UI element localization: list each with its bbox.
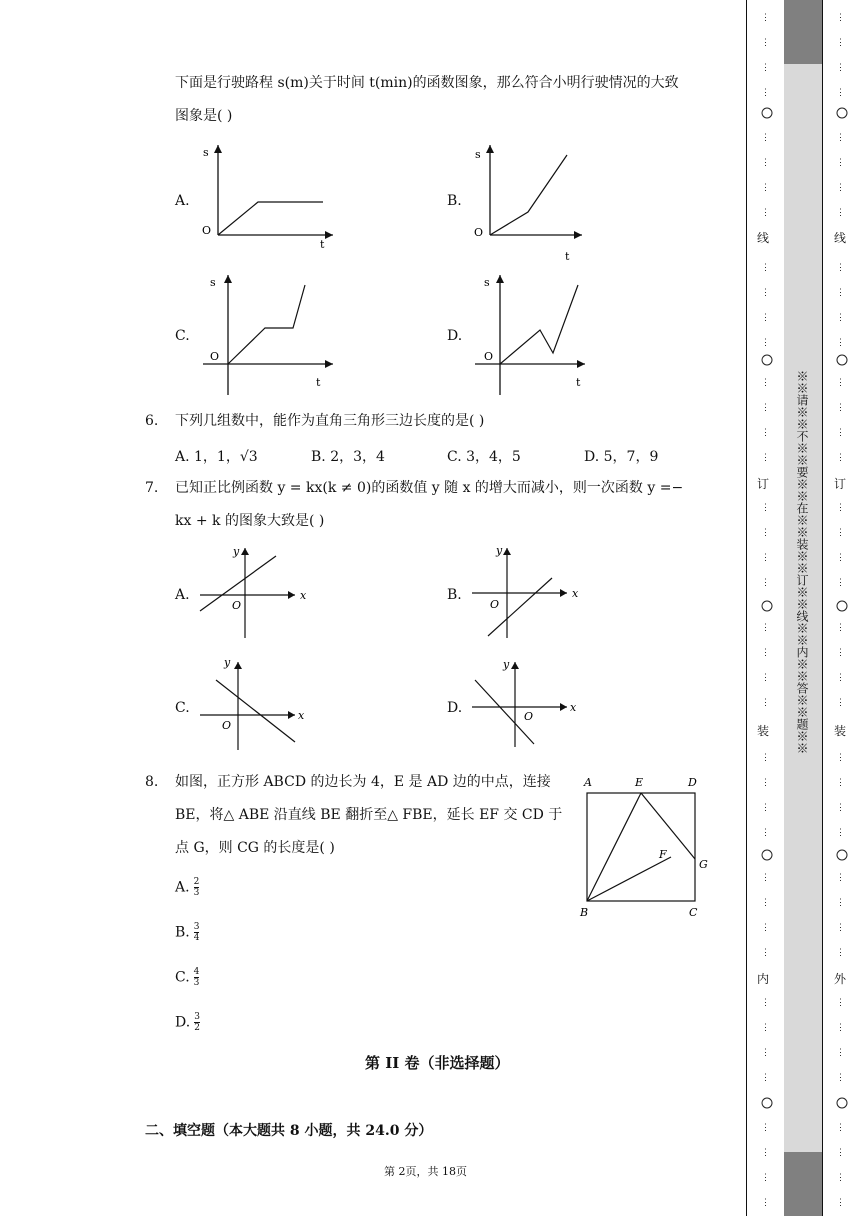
- svg-text:⋮: ⋮: [761, 553, 770, 563]
- denominator: 3: [193, 888, 200, 898]
- q7-option-c-label: C.: [175, 700, 190, 716]
- q8-option-c-label: C.: [175, 969, 190, 986]
- svg-text:⋮: ⋮: [761, 1048, 770, 1058]
- svg-text:⋮: ⋮: [761, 1198, 770, 1208]
- svg-text:⋮: ⋮: [836, 528, 845, 538]
- q5-graph-a: [198, 140, 348, 250]
- svg-text:⋮: ⋮: [761, 528, 770, 538]
- origin-label: O: [202, 224, 212, 237]
- point-a-label: A: [584, 776, 592, 789]
- svg-text:⋮: ⋮: [761, 828, 770, 838]
- svg-text:⋮: ⋮: [836, 898, 845, 908]
- svg-text:⋮: ⋮: [761, 503, 770, 513]
- strip-bottom-block: [784, 1152, 822, 1216]
- svg-text:⋮: ⋮: [836, 453, 845, 463]
- q7-stem-line2: kx + k 的图象大致是( ): [175, 513, 325, 529]
- q8-stem-line2: BE，将△ ABE 沿直线 BE 翻折至△ FBE，延长 EF 交 CD 于: [175, 807, 563, 823]
- inner-label-nei: 内: [757, 972, 770, 986]
- q5-graph-c: [198, 270, 348, 395]
- section-title: 第 II 卷（非选择题）: [365, 1054, 510, 1072]
- point-c-label: C: [689, 906, 698, 919]
- q8-number: 8.: [145, 774, 159, 790]
- axis-t-label: t: [565, 250, 570, 263]
- svg-text:⋮: ⋮: [836, 1048, 845, 1058]
- axis-s-label: s: [210, 276, 216, 289]
- strip-top-block: [784, 0, 822, 64]
- svg-text:⋮: ⋮: [836, 133, 845, 143]
- q8-stem-line3: 点 G，则 CG 的长度是( ): [175, 840, 335, 856]
- q8-option-b-fraction: [194, 922, 200, 943]
- origin-label: O: [490, 598, 500, 611]
- svg-text:⋮: ⋮: [836, 313, 845, 323]
- svg-text:⋮: ⋮: [836, 778, 845, 788]
- svg-text:⋮: ⋮: [836, 1198, 845, 1208]
- denominator: 2: [194, 1023, 200, 1033]
- svg-text:⋮: ⋮: [836, 923, 845, 933]
- q8-option-b: [175, 922, 199, 943]
- svg-text:⋮: ⋮: [761, 183, 770, 193]
- numerator: 4: [193, 967, 200, 977]
- q6-option-d: D. 5，7，9: [584, 449, 659, 465]
- svg-text:⋮: ⋮: [836, 998, 845, 1008]
- denominator: 3: [193, 978, 200, 988]
- svg-text:⋮: ⋮: [761, 403, 770, 413]
- q7-option-a-label: A.: [175, 587, 190, 603]
- q8-option-d-label: D.: [175, 1014, 191, 1031]
- q8-option-d-fraction: [194, 1012, 200, 1033]
- inner-binding-margin: [746, 0, 786, 1216]
- axis-y-label: y: [224, 656, 231, 669]
- origin-label: O: [222, 719, 232, 732]
- svg-text:⋮: ⋮: [836, 623, 845, 633]
- q8-option-a-label: A.: [175, 879, 190, 896]
- point-b-label: B: [580, 906, 589, 919]
- svg-text:⋮: ⋮: [761, 158, 770, 168]
- outer-binding-margin: [822, 0, 860, 1216]
- q5-option-c-label: C.: [175, 328, 190, 344]
- svg-text:⋮: ⋮: [836, 828, 845, 838]
- svg-text:⋮: ⋮: [836, 183, 845, 193]
- outer-margin-decor: [823, 0, 860, 1216]
- svg-text:⋮: ⋮: [761, 803, 770, 813]
- svg-text:⋮: ⋮: [761, 948, 770, 958]
- page-footer: 第 2页，共 18页: [384, 1165, 467, 1178]
- q6-option-a: A. 1，1，√3: [175, 449, 258, 465]
- svg-text:⋮: ⋮: [836, 948, 845, 958]
- q7-graph-d: [470, 652, 585, 752]
- svg-text:⋮: ⋮: [761, 13, 770, 23]
- outer-label-wai: 外: [834, 972, 847, 986]
- svg-text:⋮: ⋮: [836, 38, 845, 48]
- svg-text:⋮: ⋮: [836, 1073, 845, 1083]
- axis-x-label: x: [298, 709, 305, 722]
- svg-text:⋮: ⋮: [836, 403, 845, 413]
- axis-x-label: x: [572, 587, 579, 600]
- svg-text:⋮: ⋮: [761, 1073, 770, 1083]
- svg-text:⋮: ⋮: [836, 263, 845, 273]
- svg-text:⋮: ⋮: [836, 1148, 845, 1158]
- section2-heading: 二、填空题（本大题共 8 小题，共 24.0 分）: [145, 1123, 433, 1139]
- svg-text:⋮: ⋮: [836, 428, 845, 438]
- q7-option-d-label: D.: [447, 700, 463, 716]
- point-g-label: G: [699, 858, 708, 871]
- svg-text:⋮: ⋮: [761, 1023, 770, 1033]
- svg-text:⋮: ⋮: [761, 133, 770, 143]
- q5-option-a-label: A.: [175, 193, 190, 209]
- q6-stem: 下列几组数中，能作为直角三角形三边长度的是( ): [175, 413, 485, 429]
- q8-option-a-fraction: [194, 877, 200, 898]
- origin-label: O: [484, 350, 494, 363]
- q8-stem-line1: 如图，正方形 ABCD 的边长为 4，E 是 AD 边的中点，连接: [175, 774, 551, 790]
- axis-x-label: x: [300, 589, 307, 602]
- warning-strip: [784, 0, 822, 1216]
- q8-option-b-label: B.: [175, 924, 190, 941]
- axis-s-label: s: [484, 276, 490, 289]
- svg-text:⋮: ⋮: [761, 698, 770, 708]
- svg-text:⋮: ⋮: [761, 1148, 770, 1158]
- svg-text:⋮: ⋮: [761, 1123, 770, 1133]
- axis-y-label: y: [496, 544, 503, 557]
- svg-text:⋮: ⋮: [836, 158, 845, 168]
- q5-stem-line1: 下面是行驶路程 s(m)关于时间 t(min)的函数图象，那么符合小明行驶情况的大致: [175, 75, 679, 91]
- outer-label-ding: 订: [834, 477, 847, 491]
- svg-text:⋮: ⋮: [761, 63, 770, 73]
- svg-text:⋮: ⋮: [761, 263, 770, 273]
- svg-text:⋮: ⋮: [761, 1173, 770, 1183]
- q5-graph-d: [470, 270, 600, 395]
- svg-text:⋮: ⋮: [761, 898, 770, 908]
- origin-label: O: [524, 710, 534, 723]
- svg-text:⋮: ⋮: [761, 873, 770, 883]
- inner-label-ding: 订: [757, 477, 770, 491]
- svg-text:⋮: ⋮: [836, 63, 845, 73]
- axis-x-label: x: [570, 701, 577, 714]
- q5-graph-b: [470, 140, 590, 265]
- axis-t-label: t: [316, 376, 321, 389]
- svg-text:⋮: ⋮: [836, 1023, 845, 1033]
- svg-text:⋮: ⋮: [761, 998, 770, 1008]
- svg-text:⋮: ⋮: [761, 923, 770, 933]
- warning-text: ※※请※※不※※要※※在※※装※※订※※线※※内※※答※※题※※: [795, 370, 809, 754]
- axis-t-label: t: [576, 376, 581, 389]
- q5-option-d-label: D.: [447, 328, 463, 344]
- q8-option-a: [175, 877, 199, 898]
- svg-text:⋮: ⋮: [836, 553, 845, 563]
- svg-text:⋮: ⋮: [836, 578, 845, 588]
- point-f-label: F: [659, 848, 667, 861]
- q7-graph-a: [198, 540, 313, 640]
- q8-option-c-fraction: [194, 967, 200, 988]
- svg-text:⋮: ⋮: [761, 648, 770, 658]
- svg-text:⋮: ⋮: [761, 578, 770, 588]
- svg-text:⋮: ⋮: [761, 38, 770, 48]
- svg-text:⋮: ⋮: [761, 338, 770, 348]
- svg-text:⋮: ⋮: [761, 428, 770, 438]
- svg-text:⋮: ⋮: [761, 378, 770, 388]
- svg-text:⋮: ⋮: [836, 378, 845, 388]
- svg-text:⋮: ⋮: [761, 753, 770, 763]
- numerator: 3: [193, 922, 200, 932]
- denominator: 4: [193, 933, 200, 943]
- q7-stem-line1: 已知正比例函数 y = kx(k ≠ 0)的函数值 y 随 x 的增大而减小，则一次函数 y =−: [175, 480, 684, 496]
- axis-s-label: s: [203, 146, 209, 159]
- axis-y-label: y: [503, 658, 510, 671]
- svg-text:⋮: ⋮: [761, 778, 770, 788]
- svg-text:⋮: ⋮: [836, 88, 845, 98]
- q8-option-d: [175, 1012, 200, 1033]
- point-e-label: E: [635, 776, 644, 789]
- numerator: 3: [194, 1012, 200, 1022]
- svg-text:⋮: ⋮: [761, 623, 770, 633]
- svg-text:⋮: ⋮: [836, 288, 845, 298]
- inner-label-zhuang: 装: [757, 724, 770, 738]
- svg-text:⋮: ⋮: [761, 313, 770, 323]
- q7-number: 7.: [145, 480, 159, 496]
- q6-option-c: C. 3，4，5: [447, 449, 521, 465]
- svg-text:⋮: ⋮: [836, 338, 845, 348]
- q8-option-c: [175, 967, 199, 988]
- axis-t-label: t: [320, 238, 325, 250]
- svg-text:⋮: ⋮: [761, 453, 770, 463]
- svg-text:⋮: ⋮: [836, 1123, 845, 1133]
- svg-text:⋮: ⋮: [836, 208, 845, 218]
- inner-label-xian: 线: [757, 231, 770, 245]
- point-d-label: D: [688, 776, 697, 789]
- svg-text:⋮: ⋮: [761, 208, 770, 218]
- q7-graph-b: [470, 540, 585, 640]
- svg-text:⋮: ⋮: [836, 753, 845, 763]
- svg-text:⋮: ⋮: [836, 698, 845, 708]
- q6-option-b: B. 2，3，4: [311, 449, 385, 465]
- svg-text:⋮: ⋮: [836, 673, 845, 683]
- axis-y-label: y: [233, 545, 240, 558]
- svg-text:⋮: ⋮: [761, 288, 770, 298]
- q5-option-b-label: B.: [447, 193, 462, 209]
- q7-graph-c: [198, 652, 313, 752]
- origin-label: O: [210, 350, 220, 363]
- svg-text:⋮: ⋮: [761, 88, 770, 98]
- outer-label-xian: 线: [834, 231, 847, 245]
- axis-s-label: s: [475, 148, 481, 161]
- q8-square-figure: [575, 768, 720, 923]
- inner-margin-decor: [747, 0, 784, 1216]
- numerator: 2: [193, 877, 200, 887]
- q5-stem-line2: 图象是( ): [175, 108, 233, 124]
- svg-text:⋮: ⋮: [836, 803, 845, 813]
- origin-label: O: [232, 599, 242, 612]
- origin-label: O: [474, 226, 484, 239]
- svg-text:⋮: ⋮: [836, 1173, 845, 1183]
- svg-text:⋮: ⋮: [836, 503, 845, 513]
- svg-text:⋮: ⋮: [761, 673, 770, 683]
- q7-option-b-label: B.: [447, 587, 462, 603]
- svg-text:⋮: ⋮: [836, 13, 845, 23]
- outer-label-zhuang: 装: [834, 724, 847, 738]
- q6-number: 6.: [145, 413, 159, 429]
- svg-text:⋮: ⋮: [836, 648, 845, 658]
- svg-text:⋮: ⋮: [836, 873, 845, 883]
